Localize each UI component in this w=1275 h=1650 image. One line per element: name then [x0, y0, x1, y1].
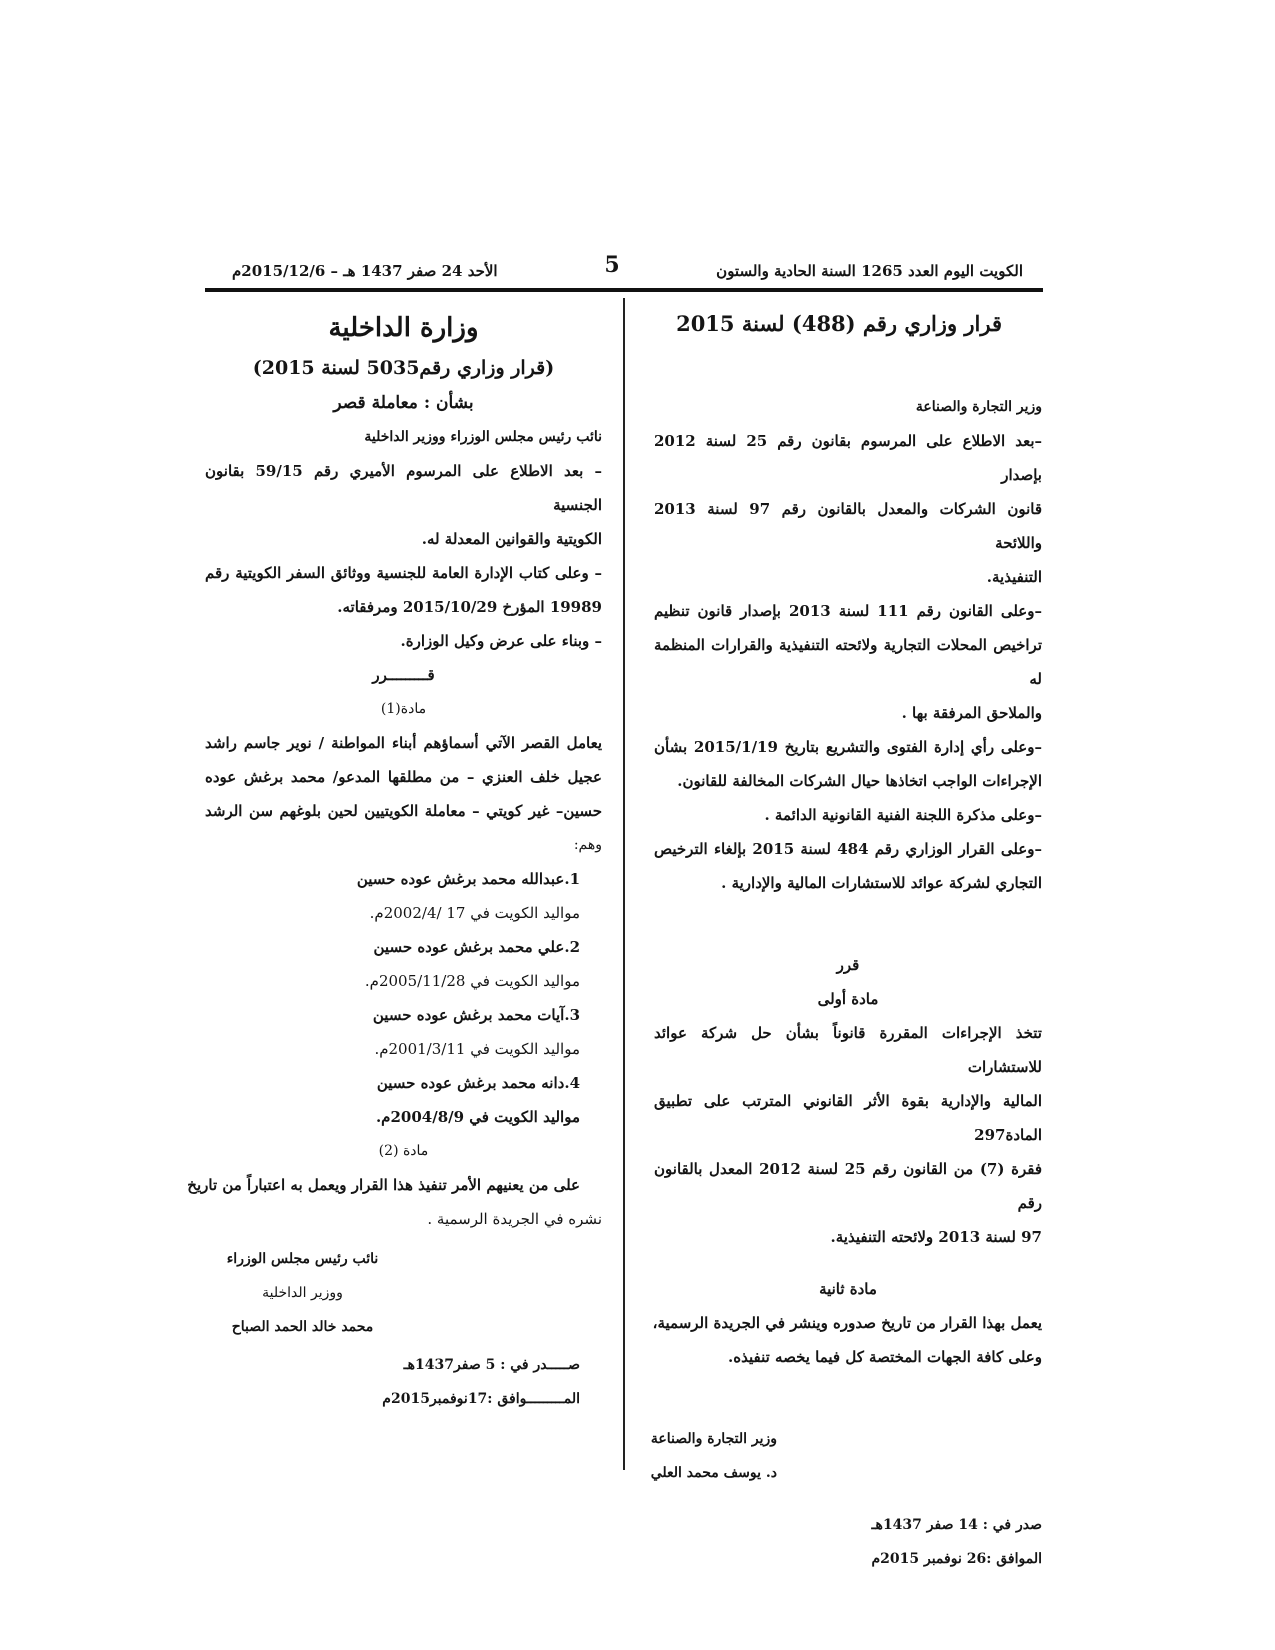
ministry-title: وزارة الداخلية — [328, 313, 479, 343]
preamble-line: –وعلى رأي إدارة الفتوى والتشريع بتاريخ 2015/1/19 بشأن — [654, 738, 1042, 756]
preamble-line: – وبناء على عرض وكيل الوزارة. — [400, 632, 602, 650]
decree-subject: بشأن : معاملة قصر — [333, 393, 474, 413]
decided-heading: قـــــــــرر — [372, 666, 435, 684]
signature-block — [205, 1242, 400, 1344]
issued-gregorian: المـــــــــوافق :17نوفمبر2015م — [382, 1391, 580, 1407]
preamble-line: التنفيذية. — [986, 568, 1042, 586]
child-name: 2.علي محمد برغش عوده حسين — [373, 938, 580, 956]
article-title: مادة ثانية — [819, 1280, 877, 1298]
article-line: فقرة (7) من القانون رقم 25 لسنة 2012 المعدل بالقانون رقم — [654, 1160, 1042, 1212]
issuer: وزير التجارة والصناعة — [915, 399, 1042, 415]
decree-title: قرار وزاري رقم (488) لسنة 2015 — [676, 311, 1002, 336]
preamble-line: 19989 المؤرخ 2015/10/29 ومرفقاته. — [337, 598, 602, 616]
article-title: مادة (2) — [378, 1143, 429, 1159]
article-line: يعامل القصر الآتي أسماؤهم أبناء المواطنة / نوير جاسم راشد — [205, 734, 602, 752]
preamble-line: – بعد الاطلاع على المرسوم الأميري رقم 59/15 بقانون الجنسية — [205, 462, 603, 514]
signature-name: محمد خالد الحمد الصباح — [231, 1319, 374, 1335]
issuer: نائب رئيس مجلس الوزراء ووزير الداخلية — [364, 429, 602, 445]
article-line: وعلى كافة الجهات المختصة كل فيما يخصه تنفيذه. — [728, 1348, 1042, 1366]
article-line: عجيل خلف العنزي – من مطلقها المدعو/ محمد برغش عوده — [205, 768, 602, 786]
article-title: مادة(1) — [380, 701, 427, 717]
preamble-line: – وعلى كتاب الإدارة العامة للجنسية ووثائق السفر الكويتية رقم — [205, 564, 602, 582]
article-line: 97 لسنة 2013 ولائحته التنفيذية. — [830, 1228, 1042, 1246]
issued-hijri: صدر في : 14 صفر 1437هـ — [871, 1517, 1042, 1533]
preamble-line: التجاري لشركة عوائد للاستشارات المالية والإدارية . — [721, 874, 1042, 892]
child-birth: مواليد الكويت في 2004/8/9م. — [375, 1108, 580, 1126]
preamble-line: –وعلى القرار الوزاري رقم 484 لسنة 2015 بإلغاء الترخيص — [654, 840, 1042, 858]
article-line: نشره في الجريدة الرسمية . — [427, 1210, 602, 1228]
header-issue-info: الكويت اليوم العدد 1265 السنة الحادية والستون — [716, 262, 1023, 280]
article-line: تتخذ الإجراءات المقررة قانوناً بشأن حل شركة عوائد للاستشارات — [654, 1024, 1042, 1076]
article-line: على من يعنيهم الأمر تنفيذ هذا القرار ويعمل به اعتباراً من تاريخ — [187, 1176, 580, 1194]
preamble-line: –وعلى مذكرة اللجنة الفنية القانونية الدائمة . — [764, 806, 1042, 824]
preamble-line: قانون الشركات والمعدل بالقانون رقم 97 لسنة 2013 واللائحة — [654, 500, 1042, 552]
preamble-line: الكويتية والقوانين المعدلة له. — [421, 530, 602, 548]
page-number: 5 — [604, 252, 620, 278]
signature-role: ووزير الداخلية — [262, 1285, 343, 1301]
article-line: المالية والإدارية بقوة الأثر القانوني المترتب على تطبيق المادة297 — [654, 1092, 1042, 1144]
preamble-line: الإجراءات الواجب اتخاذها حيال الشركات المخالفة للقانون. — [677, 772, 1042, 790]
article-line: حسين– غير كويتي – معاملة الكويتيين لحين بلوغهم سن الرشد — [205, 802, 602, 820]
signature-role: وزير التجارة والصناعة — [650, 1431, 777, 1447]
preamble-line: –وعلى القانون رقم 111 لسنة 2013 بإصدار قانون تنظيم — [654, 602, 1042, 620]
preamble-line: والملاحق المرفقة بها . — [901, 704, 1042, 722]
column-divider — [623, 298, 625, 1470]
issued-gregorian: الموافق :26 نوفمبر 2015م — [871, 1551, 1042, 1567]
header-date: الأحد 24 صفر 1437 هـ – 2015/12/6م — [232, 262, 498, 280]
child-name: 3.آيات محمد برغش عوده حسين — [372, 1006, 580, 1024]
issued-hijri: صـــــدر في : 5 صفر1437هـ — [403, 1357, 580, 1373]
signature-role: نائب رئيس مجلس الوزراء — [226, 1251, 379, 1267]
decided-heading: قرر — [836, 956, 860, 974]
child-birth: مواليد الكويت في 17 /2002/4م. — [369, 904, 580, 922]
header-rule — [205, 288, 1043, 292]
article-line: وهم: — [573, 837, 602, 853]
child-name: 1.عبدالله محمد برغش عوده حسين — [356, 870, 580, 888]
commerce-decree — [650, 306, 1043, 1576]
article-title: مادة أولى — [817, 990, 879, 1008]
child-birth: مواليد الكويت في 2005/11/28م. — [364, 972, 580, 990]
preamble-line: –بعد الاطلاع على المرسوم بقانون رقم 25 لسنة 2012 بإصدار — [654, 432, 1043, 484]
children-list — [205, 862, 602, 1134]
interior-decree — [187, 306, 603, 1416]
article-line: يعمل بهذا القرار من تاريخ صدوره وينشر في الجريدة الرسمية، — [652, 1314, 1042, 1332]
child-birth: مواليد الكويت في 2001/3/11م. — [374, 1040, 580, 1058]
decree-title: (قرار وزاري رقم5035 لسنة 2015) — [252, 357, 555, 379]
signature-name: د. يوسف محمد العلي — [650, 1465, 777, 1481]
child-name: 4.دانه محمد برغش عوده حسين — [376, 1074, 580, 1092]
preamble-line: تراخيص المحلات التجارية ولائحته التنفيذية والقرارات المنظمة له — [654, 636, 1042, 688]
